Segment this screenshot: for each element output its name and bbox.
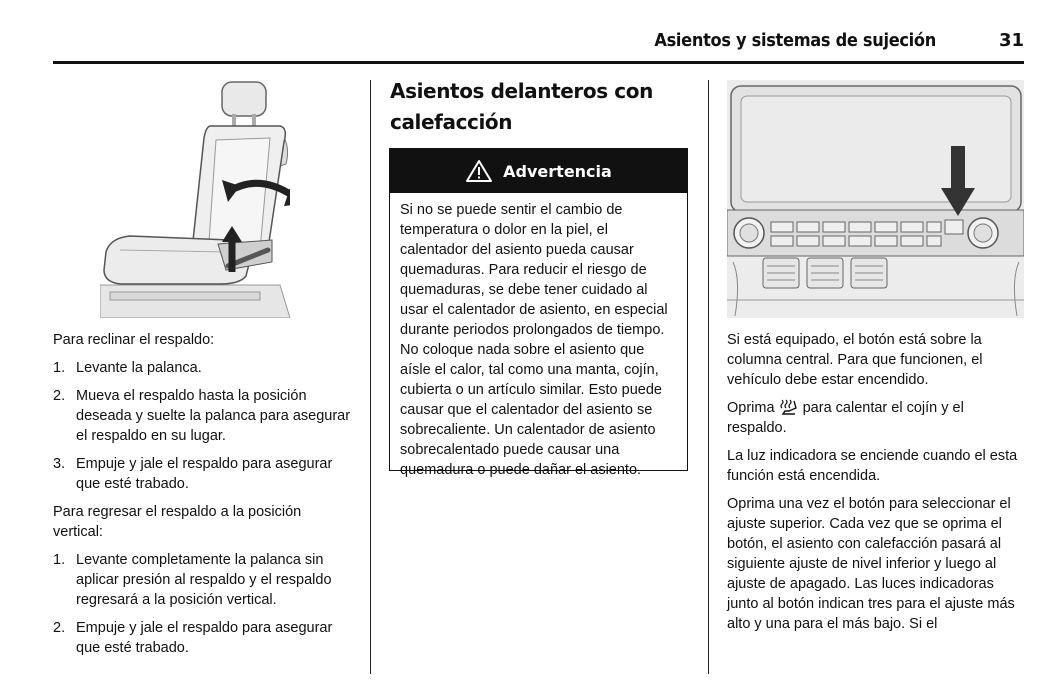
warning-box	[389, 148, 688, 478]
column-divider-right	[708, 80, 709, 674]
center-console-illustration	[727, 80, 1024, 318]
paragraph-with-icon: Oprima para calentar el cojín y el respaldo.	[727, 400, 964, 436]
list-item: 2. Mueva el respaldo hasta la posición deseada y suelte la palanca para asegurar el respaldo en su lugar.	[53, 388, 351, 444]
warning-triangle-icon	[465, 159, 493, 183]
recline-intro: Para reclinar el respaldo:	[53, 332, 215, 348]
paragraph: Oprima una vez el botón para seleccionar el ajuste superior. Cada vez que se oprima el botón, el asiento con calefacción pasará al siguiente ajuste de nivel inferior y luego al ajuste de apagado. Las luces indicadoras junto al botón indican tres para el ajuste más alto y una para el más bajo. Si el	[727, 496, 1015, 632]
list-item: 2. Empuje y jale el respaldo para asegurar que esté trabado.	[53, 620, 333, 656]
heated-seat-icon	[779, 399, 799, 415]
upright-intro: Para regresar el respaldo a la posición vertical:	[53, 504, 302, 540]
paragraph: Si está equipado, el botón está sobre la columna central. Para que funcionen, el vehículo debe estar encendido.	[727, 332, 983, 388]
running-header-title: Asientos y sistemas de sujeción	[654, 30, 936, 51]
page-number: 31	[998, 30, 1024, 51]
right-column	[727, 330, 1024, 642]
list-item: 1. Levante completamente la palanca sin aplicar presión al respaldo y el respaldo regresará a la posición vertical.	[53, 552, 332, 608]
list-item: 1. Levante la palanca.	[53, 360, 202, 376]
list-item: 3. Empuje y jale el respaldo para asegurar que esté trabado.	[53, 456, 333, 492]
seat-recline-illustration	[100, 80, 290, 318]
warning-text: Si no se puede sentir el cambio de temperatura o dolor en la piel, el calentador del asiento pueda causar quemaduras. Para reducir el riesgo de quemaduras, se debe tener cuidado al usar el calentador de asiento, en especial durante periodos prolongados de tiempo. No coloque nada sobre el asiento que aísle el calor, tal como una manta, cojín, cubierta o un artículo similar. Esto puede causar que el calentador del asiento se sobrecaliente. Un calentador de asiento sobrecalentado puede causar una quemadura o puede dañar el asiento.	[400, 202, 668, 478]
section-heading: Asientos delanteros con calefacción	[390, 79, 653, 134]
recline-steps-list	[53, 358, 355, 494]
left-column	[53, 330, 355, 666]
header-rule	[53, 61, 1024, 64]
paragraph: La luz indicadora se enciende cuando el esta función está encendida.	[727, 448, 1018, 484]
upright-steps-list	[53, 550, 355, 658]
warning-label: Advertencia	[503, 161, 612, 181]
column-divider-left	[370, 80, 371, 674]
warning-header	[390, 149, 687, 193]
